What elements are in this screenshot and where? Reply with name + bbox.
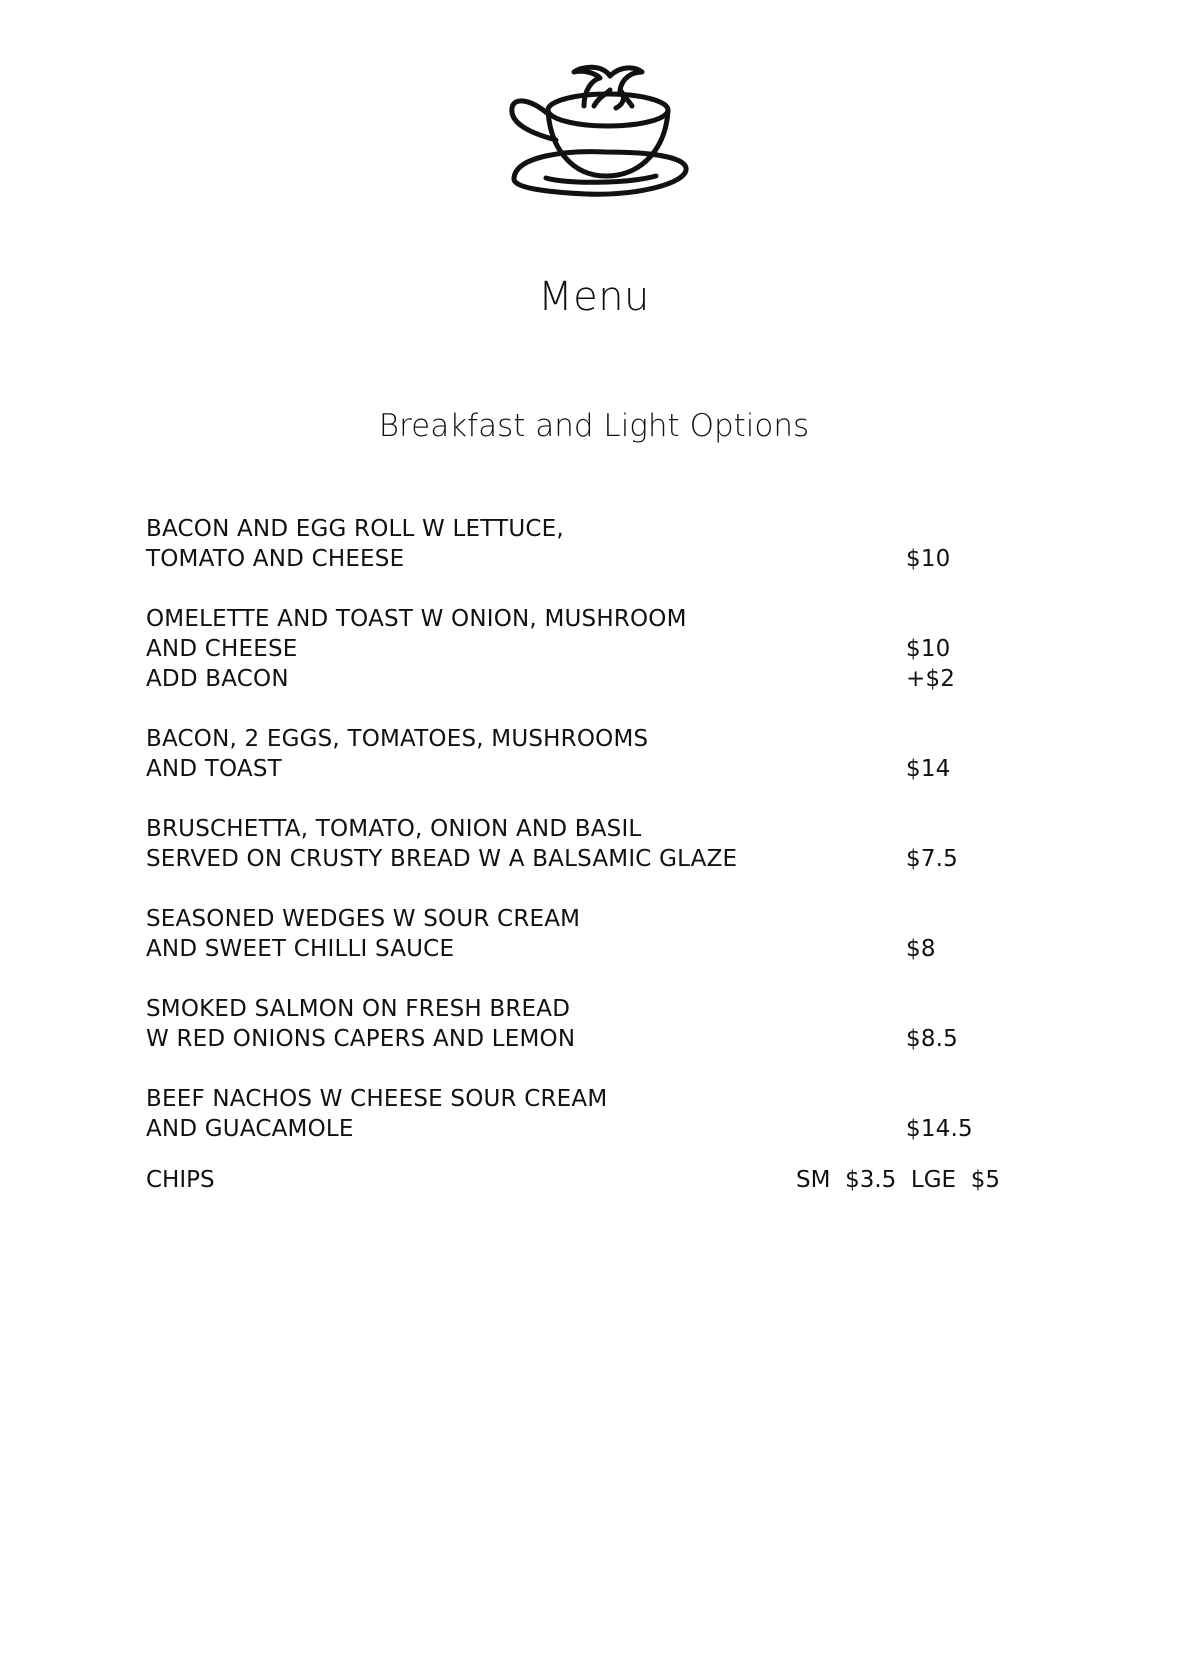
menu-item-price — [906, 604, 1026, 634]
menu-item-description: BRUSCHETTA, TOMATO, ONION AND BASIL — [146, 816, 642, 842]
section-title: Breakfast and Light Options — [378, 408, 810, 444]
menu-item-price — [906, 514, 1026, 544]
menu-items — [146, 514, 1026, 1174]
menu-item — [146, 724, 1026, 784]
menu-item-description: ADD BACON — [146, 666, 289, 692]
menu-item-price — [906, 814, 1026, 844]
menu-item-description: SMOKED SALMON ON FRESH BREAD — [146, 996, 571, 1022]
menu-item-price — [906, 724, 1026, 754]
menu-item-line — [146, 634, 1026, 664]
menu-item — [146, 604, 1026, 694]
menu-item-line — [146, 604, 1026, 634]
menu-item-price: $8 — [906, 936, 936, 962]
page-title: Menu — [538, 274, 650, 320]
menu-item-description: AND TOAST — [146, 756, 282, 782]
menu-item-line — [146, 754, 1026, 784]
menu-item-description: BEEF NACHOS W CHEESE SOUR CREAM — [146, 1086, 608, 1112]
menu-item-line — [146, 1024, 1026, 1054]
menu-item-description: OMELETTE AND TOAST W ONION, MUSHROOM — [146, 606, 687, 632]
menu-item-price: $10 — [906, 636, 951, 662]
menu-item — [146, 814, 1026, 874]
menu-item-price — [906, 904, 1026, 934]
menu-item-name: CHIPS — [146, 1167, 215, 1193]
menu-item — [146, 514, 1026, 574]
menu-item-price: $7.5 — [906, 846, 959, 872]
menu-item-description: SEASONED WEDGES W SOUR CREAM — [146, 906, 581, 932]
menu-item-line — [146, 1114, 1026, 1144]
menu-item-description: AND CHEESE — [146, 636, 298, 662]
menu-item-price: $8.5 — [906, 1026, 959, 1052]
menu-item-line — [146, 934, 1026, 964]
menu-item-price: $10 — [906, 546, 951, 572]
menu-item-chips — [146, 1165, 1006, 1195]
menu-item-price: $14 — [906, 756, 951, 782]
menu-item-price — [906, 1084, 1026, 1114]
menu-item-description: BACON AND EGG ROLL W LETTUCE, — [146, 516, 564, 542]
menu-item-line — [146, 664, 1026, 694]
menu-item-line — [146, 844, 1026, 874]
menu-item-line — [146, 724, 1026, 754]
menu-item — [146, 1084, 1026, 1144]
menu-item-description: TOMATO AND CHEESE — [146, 546, 405, 572]
menu-item-price — [906, 994, 1026, 1024]
menu-item — [146, 904, 1026, 964]
menu-item-line — [146, 814, 1026, 844]
menu-item-line — [146, 904, 1026, 934]
menu-item-description: W RED ONIONS CAPERS AND LEMON — [146, 1026, 576, 1052]
menu-item-line — [146, 514, 1026, 544]
coffee-cup-icon — [506, 60, 692, 208]
menu-item — [146, 994, 1026, 1054]
menu-item-description: BACON, 2 EGGS, TOMATOES, MUSHROOMS — [146, 726, 649, 752]
menu-item-line — [146, 1084, 1026, 1114]
menu-item-sizes: SM $3.5 LGE $5 — [796, 1167, 1000, 1193]
menu-item-price: $14.5 — [906, 1116, 973, 1142]
menu-item-description: SERVED ON CRUSTY BREAD W A BALSAMIC GLAZE — [146, 846, 738, 872]
menu-item-description: AND GUACAMOLE — [146, 1116, 354, 1142]
menu-item-description: AND SWEET CHILLI SAUCE — [146, 936, 455, 962]
menu-item-price: +$2 — [906, 666, 956, 692]
menu-item-line — [146, 544, 1026, 574]
menu-item-line — [146, 994, 1026, 1024]
